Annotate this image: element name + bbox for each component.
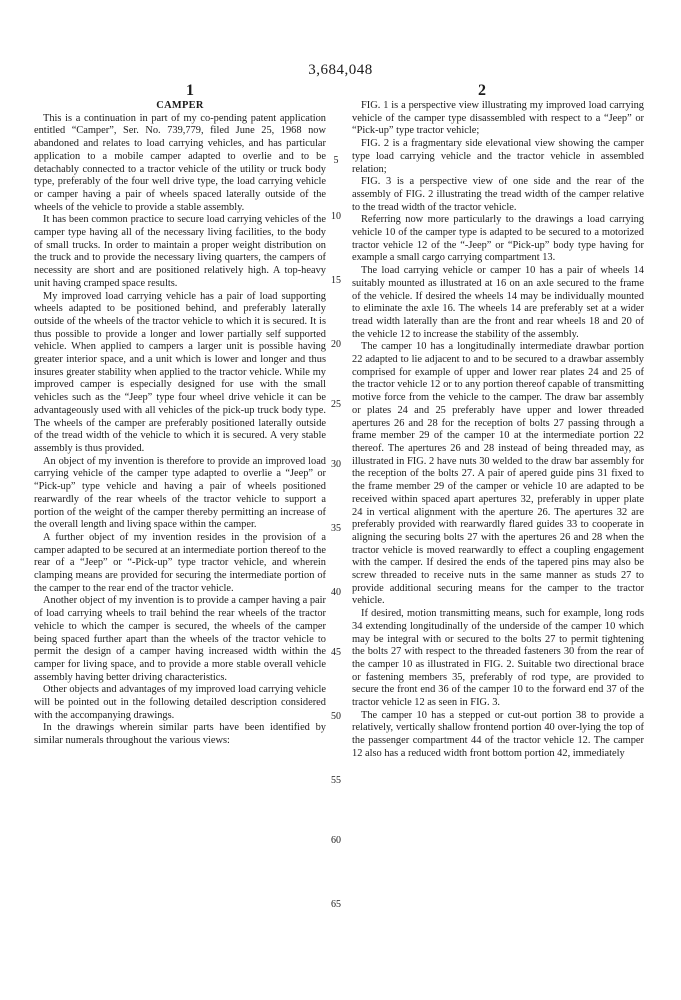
paragraph: An object of my invention is therefore to provide an improved load carrying vehicle of the camper type adapted to overlie a “Jeep” or “Pick-up” type vehicle and having a pair of wheels positioned rearwardly of the rear wheels of the tractor vehicle to support a portion of the weight of the camper thereby permitting an increase of the overall length and living space within the camper.: [34, 455, 326, 531]
paragraph: My improved load carrying vehicle has a pair of load supporting wheels adapted to be positioned behind, and preferably laterally outside of the wheels of the tractor vehicle to which it is secured. It is thus possible to provide a longer and lower partially self supported vehicle. When applied to campers a larger unit is possible having greater interior space, and a unit which is lower and longer and thus insures greater stability when applied to the tractor vehicle. While my improved camper is especially designed for use with the small vehicles such as the “Jeep” type four wheel drive vehicle it can be advantageously used with all vehicles of the pick-up truck body type. The wheels of the camper are preferably positioned laterally outside of the tread width of the vehicle to which it is secured. A very stable assembly is thus provided.: [34, 290, 326, 454]
line-number: 40: [331, 587, 341, 598]
column-number-left: 1: [186, 82, 194, 99]
line-number: 25: [331, 399, 341, 410]
left-column: [34, 100, 326, 748]
line-number: 50: [331, 711, 341, 722]
line-number: 10: [331, 211, 341, 222]
line-number: 20: [331, 339, 341, 350]
paragraph: Another object of my invention is to provide a camper having a pair of load carrying wheels to trail behind the rear wheels of the tractor vehicle to which the camper is secured, the wheels of the camper being spaced further apart than the wheels of the tractor vehicle to permit the design of a camper having increased width within the camper for living space, and to provide a more stable overall vehicle assembly having better driving characteristics.: [34, 595, 326, 683]
paragraph: The camper 10 has a longitudinally intermediate drawbar portion 22 adapted to lie adjacent to and to be secured to a drawbar assembly comprised for example of upper and lower rear plates 24 and 25 of the tractor vehicle 12 or to any portion thereof capable of transmitting motive force from the vehicle to the camper. The draw bar assembly or plates 24 and 25 preferably have upper and lower threaded apertures 26 and 28 for the reception of bolts 27 passing through a frame member 29 of the camper 10 at the intermediate portion 22 thereof. The apertures 26 and 28 instead of being threaded may, as illustrated in FIG. 2 have nuts 30 welded to the draw bar assembly for the reception of the bolts 27. A pair of apered guide pins 31 fixed to the frame member 29 of the camper or vehicle 10 are adapted to be received within spaced apart apertures 32, preferably in upper plate 24 in vertical alignment with the aperture 26. The apertures 32 are preferably provided with rearwardly flared guides 33 to cooperate in aligning the securing bolts 27 with the apertures 26 and 28 when the tractor vehicle is moved rearwardly to effect a coupling engagement with the camper. If desired the ends of the tapered pins may also be screw threaded to receive nuts in the same manner as studs 27 to provide additional securing means for the camper to the tractor vehicle.: [352, 341, 644, 607]
paragraph: The load carrying vehicle or camper 10 has a pair of wheels 14 suitably mounted as illustrated at 16 on an axle secured to the frame of the vehicle. If desired the wheels 14 may be individually mounted to eliminate the axle 16. The wheels 14 are preferably set at a wider tread width laterally than are the front and rear wheels 18 and 20 of the vehicle 12 to increase the stability of the assembly.: [352, 265, 644, 340]
line-number: 45: [331, 647, 341, 658]
paragraph: Referring now more particularly to the drawings a load carrying vehicle 10 of the camper type is adapted to be secured to a motorized tractor vehicle 12 of the “-Jeep” or “Pick-up” body type having for example a small cargo carrying compartment 13.: [352, 214, 644, 264]
paragraph: A further object of my invention resides in the provision of a camper adapted to be secured at an intermediate portion thereof to the rear of a “Jeep” or “-Pick-up” type tractor vehicle, and wherein clamping means are provided for securing the intermediate portion of the camper to the rear end of the tractor vehicle.: [34, 531, 326, 594]
line-number: 35: [331, 523, 341, 534]
paragraph: The camper 10 has a stepped or cut-out portion 38 to provide a relatively, vertically shallow frontend portion 40 over-lying the top of the passenger compartment 44 of the tractor vehicle 12. The camper 12 also has a reduced width front bottom portion 42, immediately: [352, 709, 644, 759]
paragraph: If desired, motion transmitting means, such for example, long rods 34 extending longitudinally of the underside of the camper 10 which may be integral with or secured to the bolts 27 to permit tightening the bolts 27 with respect to the threaded fasteners 30 from the rear of the camper 10 as illustrated in FIG. 2. Suitable two directional brace or fastening members 35, preferably of rod type, are provided to secure the front end 36 of the camper 10 to the forward end 37 of the tractor vehicle 12 as seen in FIG. 3.: [352, 608, 644, 709]
paragraph: This is a continuation in part of my co-pending patent application entitled “Camper”, Ser. No. 739,779, filed June 25, 1968 now abandoned and relates to load carrying vehicles, and has particular application to a mobile camper adapted to overlie and to be detachably connected to a tractor vehicle of the utility or truck body type, preferably of the four well drive type, the load carrying vehicle or camper having a pair of wheels spaced laterally outside of the wheels of the vehicle to provide a stable assembly.: [34, 112, 326, 213]
paragraph: FIG. 2 is a fragmentary side elevational view showing the camper type load carrying vehicle and the tractor vehicle in assembled relation;: [352, 138, 644, 175]
line-number: 15: [331, 275, 341, 286]
document-title: CAMPER: [156, 100, 204, 111]
line-number: 30: [331, 459, 341, 470]
paragraph: Other objects and advantages of my improved load carrying vehicle will be pointed out in the following detailed description considered with the accompanying drawings.: [34, 684, 326, 721]
line-number: 65: [331, 899, 341, 910]
patent-number: 3,684,048: [308, 62, 373, 78]
paragraph: FIG. 1 is a perspective view illustrating my improved load carrying vehicle of the camper type disassembled with respect to a “Jeep” or “Pick-up” type tractor vehicle;: [352, 100, 644, 137]
paragraph: In the drawings wherein similar parts have been identified by similar numerals throughout the various views:: [34, 722, 326, 747]
right-column: [352, 100, 644, 761]
line-number: 60: [331, 835, 341, 846]
line-number: 5: [333, 155, 339, 166]
column-number-right: 2: [478, 82, 486, 99]
paragraph: It has been common practice to secure load carrying vehicles of the camper type having all of the necessary living facilities, to the body of small trucks. In order to maintain a proper weight distribution on the truck and to provide the necessary living quarters, the campers of necessity are short and are positioned relatively high. A top-heavy unit having cramped space results.: [34, 214, 326, 289]
paragraph: FIG. 3 is a perspective view of one side and the rear of the assembly of FIG. 2 illustrating the tread width of the camper relative to the tread width of the tractor vehicle.: [352, 176, 644, 213]
line-number: 55: [331, 775, 341, 786]
